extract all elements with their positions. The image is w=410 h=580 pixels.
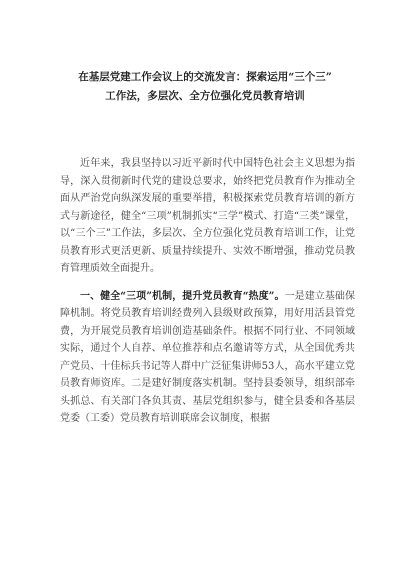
title-line-2: 工作法，多层次、全方位强化党员教育培训	[105, 89, 305, 102]
intro-paragraph: 近年来，我县坚持以习近平新时代中国特色社会主义思想为指导，深入贯彻新时代党的建设总要求，始终把党员教育作为推动全面从严治党向纵深发展的重要举措，积极探索党员教育培训的新方式与新途径，健全“三项”机制抓实“三学”模式、打造“三类”课堂，以“三个三”工作法，多层次、全方位强化党员教育培训工作，让党员教育形式更活更新、质量持续提升、实效不断增强，推动党员教育管理质效全面提升。	[60, 158, 355, 274]
section-1-heading: 一、健全“三项”机制，提升党员教育“热度”。	[80, 290, 285, 302]
document-body	[60, 155, 355, 428]
title-line-1: 在基层党建工作会议上的交流发言：探索运用“三个三”	[78, 71, 332, 83]
section-1-text: 一是建立基础保障机制。将党员教育培训经费列入县级财政预算，用好用活县管党费，为开展党员教育培训创造基础条件。根据不同行业、不同领域实际，通过个人自荐、单位推荐和点名邀请等方式，从全国优秀共产党员、十佳标兵书记等人群中广泛征集讲师53人，高水平建立党员教育师资库。二是建好制度落实机制。坚持县委领导，组织部牵头抓总、有关部门各负其责、基层党组织参与，健全县委和各基层党委（工委）党员教育培训联席会议制度，根据	[60, 290, 356, 424]
document-title	[40, 68, 370, 105]
section-1-paragraph	[60, 288, 355, 428]
